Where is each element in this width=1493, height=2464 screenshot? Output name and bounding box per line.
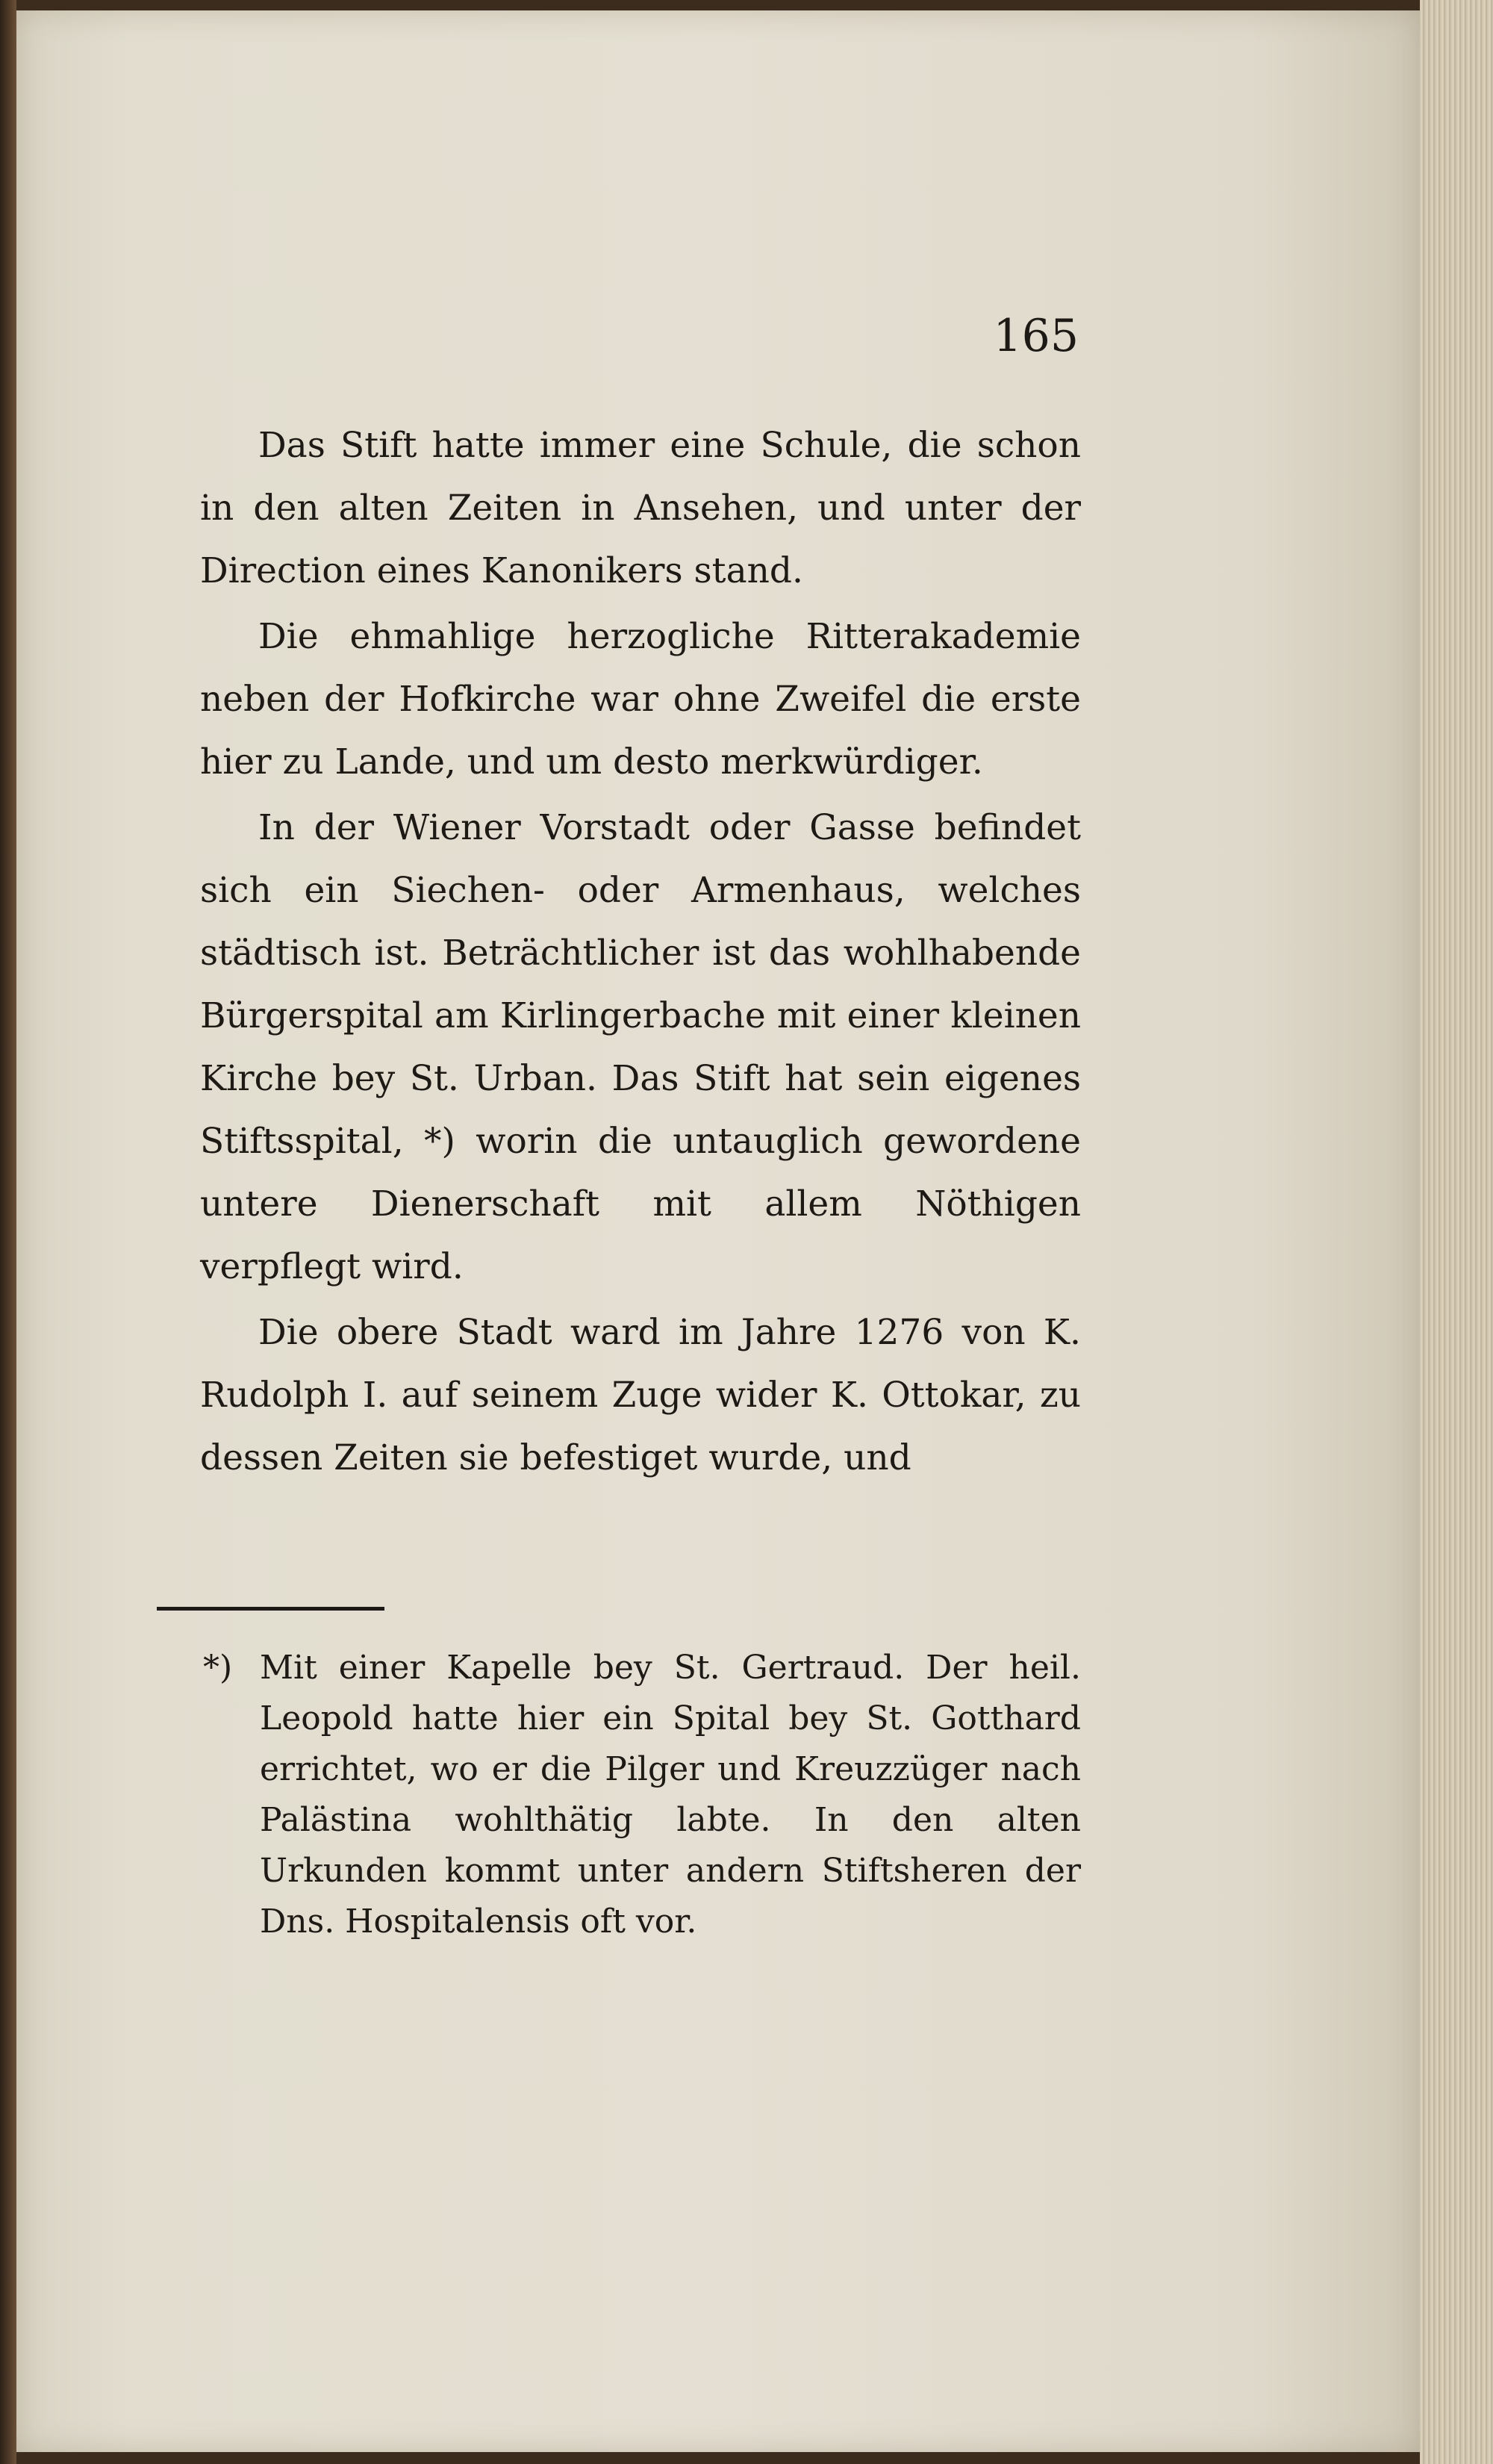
footnote-marker: *): [203, 1649, 233, 1687]
page-number: 165: [993, 310, 1079, 362]
book-binding-edge: [0, 0, 16, 2464]
main-text: [200, 414, 1081, 1490]
page-stack-edge: [1420, 0, 1493, 2464]
paragraph-school: Das Stift hatte immer eine Schule, die schon in den alten Zeiten in Ansehen, und unter der Direction eines Kanonikers stand.: [200, 425, 1081, 591]
paragraph-upper-town: Die obere Stadt ward im Jahre 1276 von K. Rudolph I. auf seinem Zuge wider K. Ottokar, zu dessen Zeiten sie befestiget wurde, und: [200, 1312, 1081, 1478]
footnote-divider: [157, 1607, 384, 1611]
footnote-text: Mit einer Kapelle bey St. Gertraud. Der heil. Leopold hatte hier ein Spital bey St. Gotthard errichtet, wo er die Pilger und Kreuzzüger nach Palästina wohlthätig labte. In den alten Urkunden kommt unter andern Stiftsheren der Dns. Hospitalensis oft vor.: [260, 1649, 1081, 1941]
footnote: [203, 1643, 1081, 1947]
paragraph-academy: Die ehmahlige herzogliche Ritterakademie neben der Hofkirche war ohne Zweifel die erste hier zu Lande, und um desto merkwürdiger.: [200, 616, 1081, 783]
footnote-paragraph: [203, 1643, 1081, 1947]
paragraph-hospitals: In der Wiener Vorstadt oder Gasse befindet sich ein Siechen- oder Armenhaus, welches städtisch ist. Beträchtlicher ist das wohlhabende Bürgerspital am Kirlingerbache mit einer kleinen Kirche bey St. Urban. Das Stift hat sein eigenes Stiftsspital, *) worin die untauglich gewordene untere Dienerschaft mit allem Nöthigen verpflegt wird.: [200, 807, 1081, 1287]
